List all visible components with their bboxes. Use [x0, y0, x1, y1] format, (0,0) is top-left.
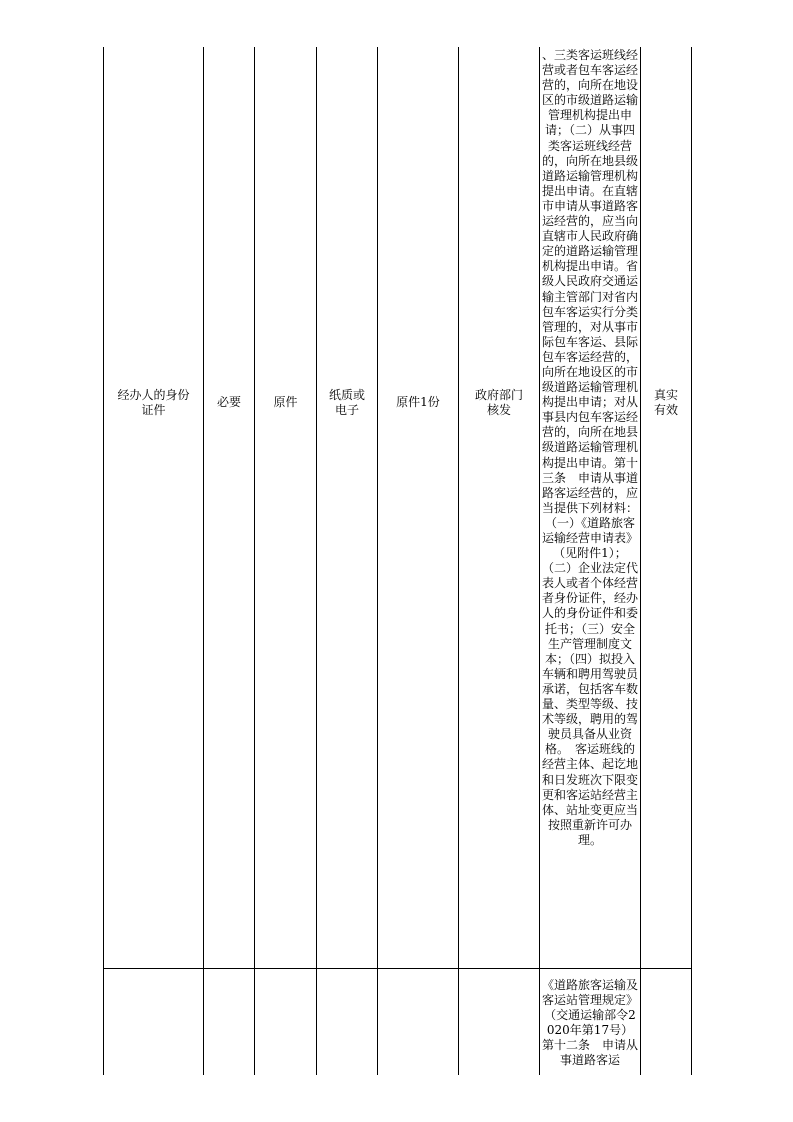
count-cell — [378, 380, 458, 425]
legal-basis-text: 、三类客运班线经营或者包车客运经营的，向所在地设区的市级道路运输管理机构提出申请；（二）从事四类客运班线经营的，向所在地县级道路运输管理机构提出申请。在直辖市申请从事道路客运经营的，应当向直辖市人民政府确定的道路运输管理机构提出申请。省级人民政府交通运输主管部门对省内包车客运实行分类管理的，对从事市际包车客运、县际包车客运经营的，向所在地设区的市级道路运输管理机构提出申请；对从事县内包车客运经营的，向所在地县级道路运输管理机构提出申请。第十三条 申请从事道路客运经营的，应当提供下列材料：（一）《道路旅客运输经营申请表》（见附件1）；（二）企业法定代表人或者个体经营者身份证件，经办人的身份证件和委托书；（三）安全生产管理制度文本；（四）拟投入车辆和聘用驾驶员承诺，包括客车数量、类型等级、技术等级，聘用的驾驶员具备从业资格。 客运班线的经营主体、起讫地和日发班次下限变更和客运站经营主体、站址变更应当按照重新许可办理。 — [542, 48, 638, 847]
source-cell — [459, 380, 539, 425]
material-name: 经办人的身份证件 — [117, 387, 190, 417]
column-divider — [458, 47, 459, 1075]
column-divider — [377, 47, 378, 1075]
material-source: 政府部门核发 — [474, 387, 523, 417]
material-requirement: 真实有效 — [653, 387, 678, 417]
required-flag: 必要 — [216, 395, 241, 409]
column-divider — [254, 47, 255, 1075]
material-count: 原件1份 — [396, 395, 440, 409]
column-divider — [640, 47, 641, 1075]
form-cell — [255, 380, 316, 425]
material-form: 原件 — [273, 395, 298, 409]
column-divider — [316, 47, 317, 1075]
requirement-cell — [641, 380, 691, 425]
column-divider — [203, 47, 204, 1075]
table-border-left — [103, 47, 104, 1075]
column-divider — [539, 47, 540, 1075]
table-border-right — [691, 47, 692, 1075]
row-divider — [103, 968, 691, 969]
legal-basis-text-continued: 《道路旅客运输及客运站管理规定》（交通运输部令2020年第17号）第十二条 申请从事道路客运 — [542, 978, 638, 1068]
carrier-cell — [317, 380, 377, 425]
material-name-cell — [104, 380, 203, 425]
required-cell — [204, 380, 254, 425]
material-carrier: 纸质或电子 — [328, 387, 365, 417]
